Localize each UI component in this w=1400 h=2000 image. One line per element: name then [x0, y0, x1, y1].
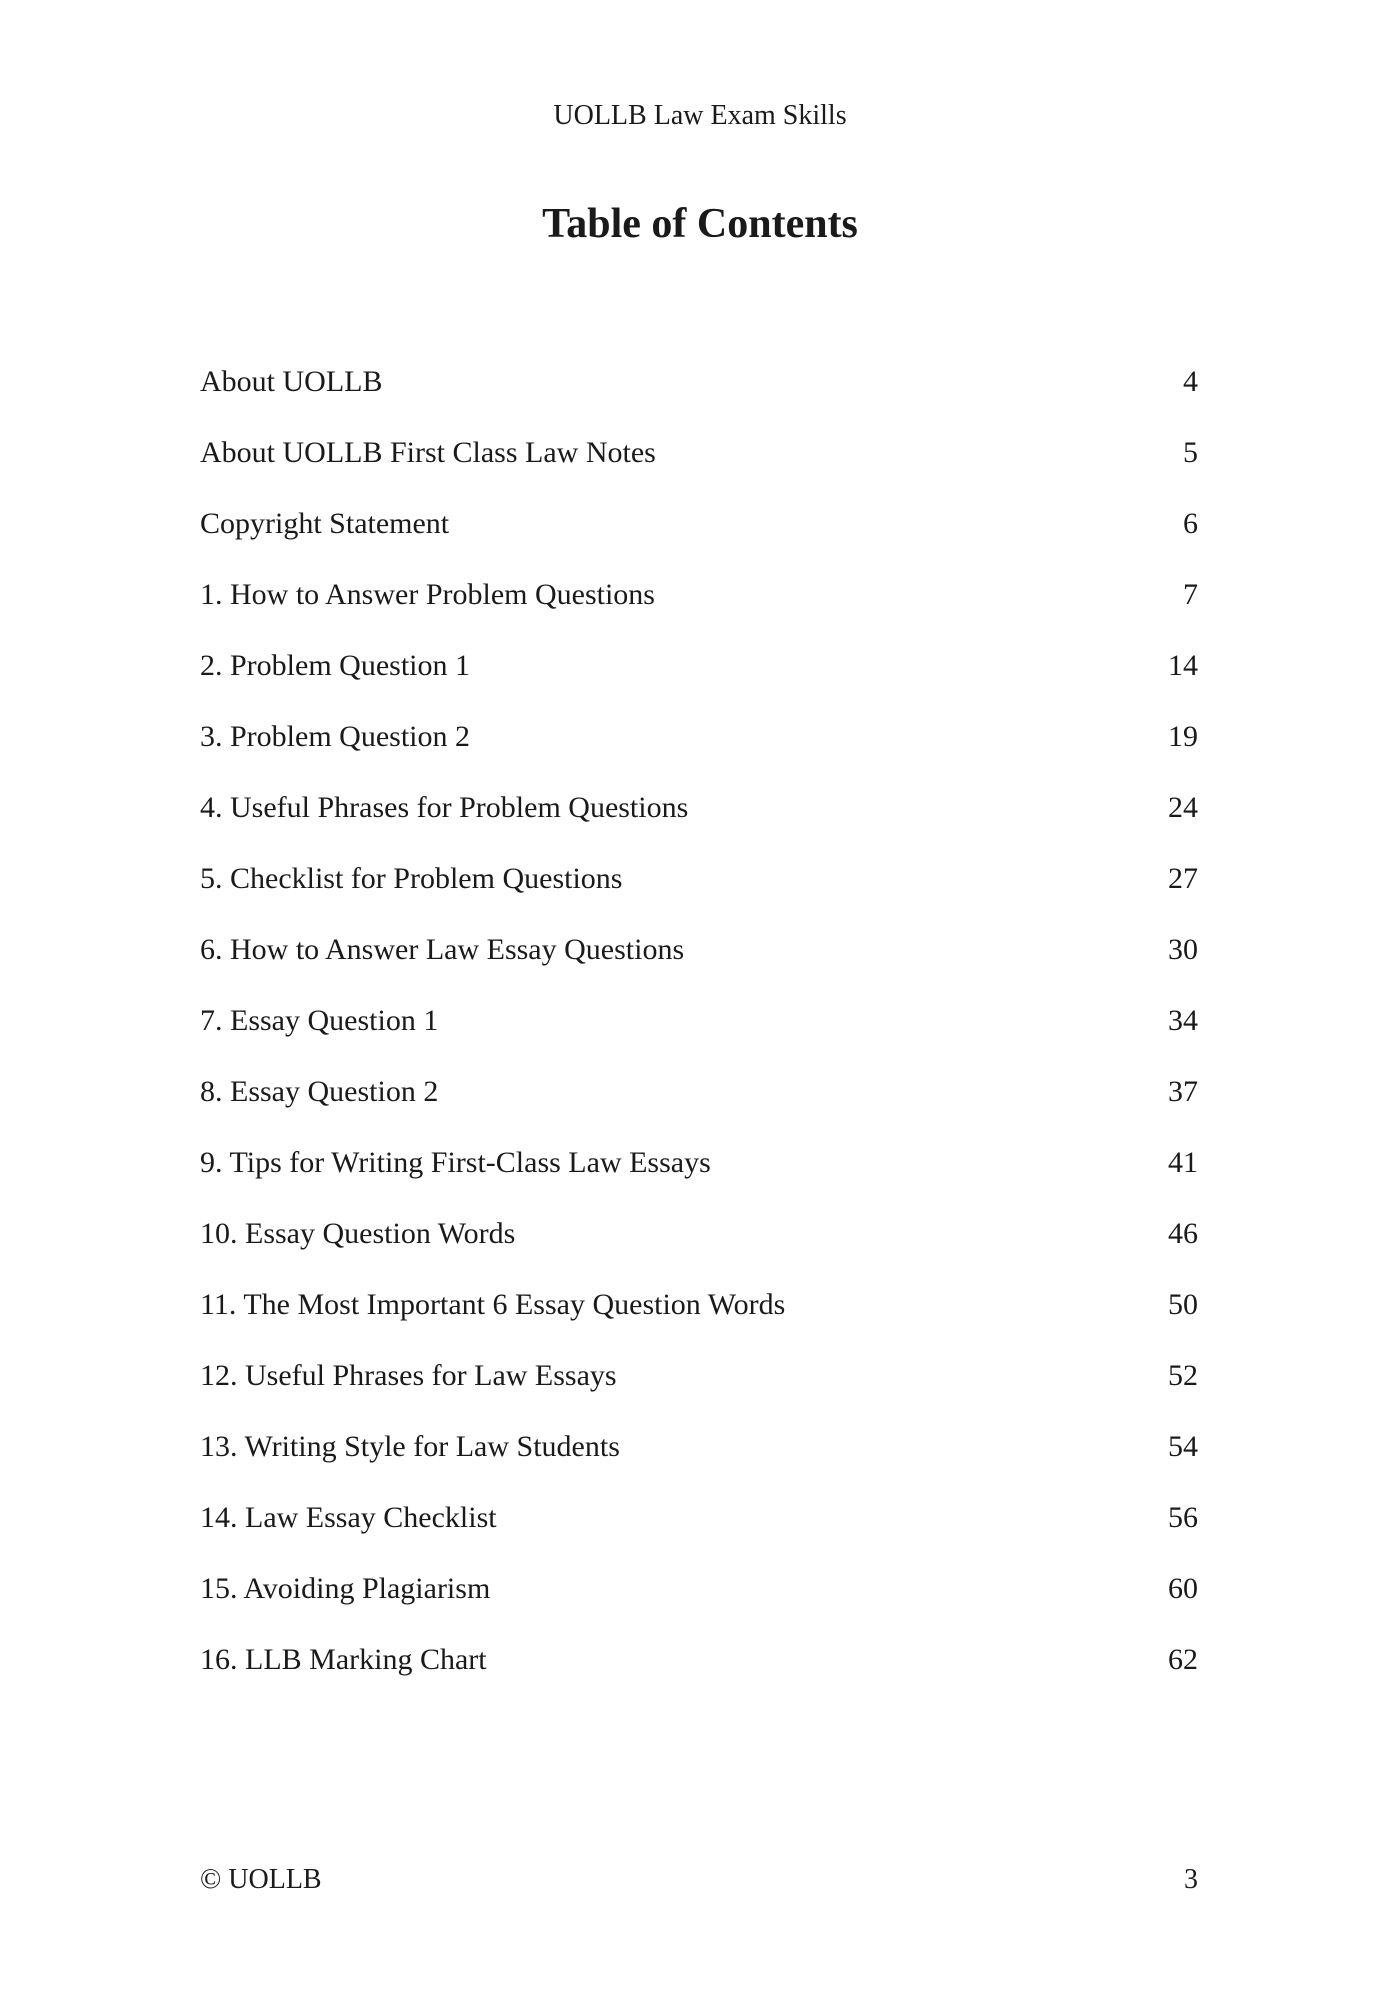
toc-entry-page: 50: [1168, 1288, 1198, 1321]
toc-entry-page: 56: [1168, 1501, 1198, 1534]
toc-entry-title: About UOLLB First Class Law Notes: [200, 436, 656, 469]
toc-entry-page: 14: [1168, 649, 1198, 682]
toc-entry-page: 30: [1168, 933, 1198, 966]
toc-entry-title: 7. Essay Question 1: [200, 1004, 439, 1037]
toc-entry-page: 7: [1183, 578, 1198, 611]
toc-entry-title: 14. Law Essay Checklist: [200, 1501, 497, 1534]
toc-entry[interactable]: [200, 1283, 1198, 1354]
copyright-notice: © UOLLB: [200, 1864, 322, 1895]
toc-entry-page: 52: [1168, 1359, 1198, 1392]
toc-entry[interactable]: [200, 928, 1198, 999]
toc-entry[interactable]: [200, 1425, 1198, 1496]
toc-entry[interactable]: [200, 573, 1198, 644]
toc-entry-title: 11. The Most Important 6 Essay Question Words: [200, 1288, 786, 1321]
toc-entry[interactable]: [200, 1141, 1198, 1212]
toc-entry[interactable]: [200, 1354, 1198, 1425]
toc-entry[interactable]: [200, 786, 1198, 857]
toc-entry-title: 3. Problem Question 2: [200, 720, 470, 753]
toc-entry[interactable]: [200, 644, 1198, 715]
toc-entry-title: 10. Essay Question Words: [200, 1217, 516, 1250]
toc-entry-page: 6: [1183, 507, 1198, 540]
toc-list: [200, 360, 1198, 1709]
toc-entry-page: 27: [1168, 862, 1198, 895]
toc-entry-page: 34: [1168, 1004, 1198, 1037]
toc-entry-title: 6. How to Answer Law Essay Questions: [200, 933, 685, 966]
toc-entry-title: About UOLLB: [200, 365, 383, 398]
toc-entry-title: 4. Useful Phrases for Problem Questions: [200, 791, 689, 824]
toc-entry-title: 9. Tips for Writing First-Class Law Essays: [200, 1146, 711, 1179]
toc-entry-page: 54: [1168, 1430, 1198, 1463]
toc-entry-title: 13. Writing Style for Law Students: [200, 1430, 620, 1463]
toc-entry-title: 12. Useful Phrases for Law Essays: [200, 1359, 617, 1392]
toc-entry[interactable]: [200, 857, 1198, 928]
toc-entry[interactable]: [200, 1070, 1198, 1141]
toc-entry-title: 15. Avoiding Plagiarism: [200, 1572, 491, 1605]
toc-entry-title: 8. Essay Question 2: [200, 1075, 439, 1108]
toc-entry-page: 60: [1168, 1572, 1198, 1605]
page-number: 3: [1184, 1864, 1198, 1895]
toc-entry[interactable]: [200, 999, 1198, 1070]
toc-entry-page: 24: [1168, 791, 1198, 824]
toc-entry[interactable]: [200, 1496, 1198, 1567]
toc-entry[interactable]: [200, 715, 1198, 786]
toc-entry-title: 2. Problem Question 1: [200, 649, 470, 682]
toc-entry[interactable]: [200, 360, 1198, 431]
toc-entry-title: 16. LLB Marking Chart: [200, 1643, 487, 1676]
toc-entry-title: Copyright Statement: [200, 507, 450, 540]
toc-entry-page: 46: [1168, 1217, 1198, 1250]
toc-entry[interactable]: [200, 502, 1198, 573]
page-title: Table of Contents: [542, 201, 858, 247]
toc-entry-page: 41: [1168, 1146, 1198, 1179]
toc-entry-page: 62: [1168, 1643, 1198, 1676]
toc-entry-page: 4: [1183, 365, 1198, 398]
toc-entry-page: 5: [1183, 436, 1198, 469]
toc-entry-title: 1. How to Answer Problem Questions: [200, 578, 655, 611]
toc-entry[interactable]: [200, 431, 1198, 502]
toc-entry[interactable]: [200, 1567, 1198, 1638]
toc-entry-page: 19: [1168, 720, 1198, 753]
toc-entry-page: 37: [1168, 1075, 1198, 1108]
toc-entry[interactable]: [200, 1638, 1198, 1709]
toc-entry-title: 5. Checklist for Problem Questions: [200, 862, 623, 895]
running-header: UOLLB Law Exam Skills: [553, 100, 847, 131]
toc-entry[interactable]: [200, 1212, 1198, 1283]
page-footer: [200, 1862, 1198, 1898]
